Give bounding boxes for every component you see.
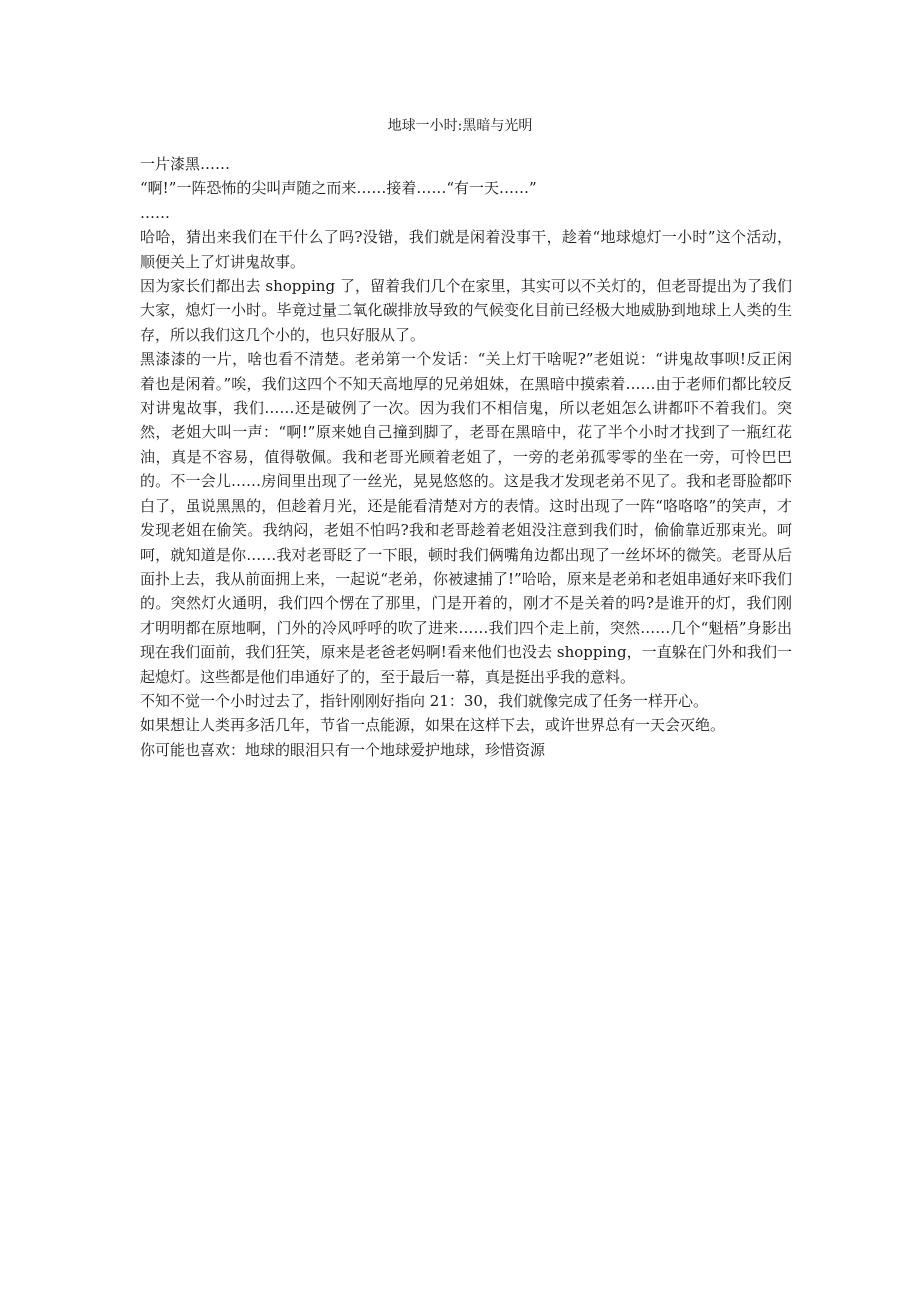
paragraph: 因为家长们都出去 shopping 了，留着我们几个在家里，其实可以不关灯的，但老哥提出为了我们大家，熄灯一小时。毕竟过量二氧化碳排放导致的气候变化目前已经极大地威胁到地球上人类的生存，所以我们这几个小的，也只好服从了。 (140, 277, 792, 344)
paragraph: …… (140, 203, 170, 222)
document-body (140, 152, 792, 762)
paragraph: 黑漆漆的一片，啥也看不清楚。老弟第一个发话：“关上灯干啥呢?”老姐说：“讲鬼故事呗!反正闲着也是闲着。”唉，我们这四个不知天高地厚的兄弟姐妹，在黑暗中摸索着……由于老师们都比较反对讲鬼故事，我们……还是破例了一次。因为我们不相信鬼，所以老姐怎么讲都吓不着我们。突然，老姐大叫一声：“啊!”原来她自己撞到脚了，老哥在黑暗中，花了半个小时才找到了一瓶红花油，真是不容易，值得敬佩。我和老哥光顾着老姐了，一旁的老弟孤零零的坐在一旁，可怜巴巴的。不一会儿……房间里出现了一丝光，晃晃悠悠的。这是我才发现老弟不见了。我和老哥脸都吓白了，虽说黑黑的，但趁着月光，还是能看清楚对方的表情。这时出现了一阵“咯咯咯”的笑声，才发现老姐在偷笑。我纳闷，老姐不怕吗?我和老哥趁着老姐没注意到我们时，偷偷靠近那束光。呵呵，就知道是你……我对老哥眨了一下眼，顿时我们俩嘴角边都出现了一丝坏坏的微笑。老哥从后面扑上去，我从前面拥上来，一起说“老弟，你被逮捕了!”哈哈，原来是老弟和老姐串通好来吓我们的。突然灯火通明，我们四个愣在了那里，门是开着的，刚才不是关着的吗?是谁开的灯，我们刚才明明都在原地啊，门外的冷风呼呼的吹了进来……我们四个走上前，突然……几个“魁梧”身影出现在我们面前，我们狂笑，原来是老爸老妈啊!看来他们也没去 shopping，一直躲在门外和我们一起熄灯。这些都是他们串通好了的，至于最后一幕，真是挺出乎我的意料。 (140, 350, 792, 686)
paragraph: 哈哈，猜出来我们在干什么了吗?没错，我们就是闲着没事干，趁着“地球熄灯一小时”这个活动，顺便关上了灯讲鬼故事。 (140, 228, 792, 271)
paragraph: “啊!”一阵恐怖的尖叫声随之而来……接着……“有一天……” (140, 179, 537, 198)
paragraph: 如果想让人类再多活几年，节省一点能源，如果在这样下去，或许世界总有一天会灭绝。 (140, 716, 726, 735)
paragraph: 不知不觉一个小时过去了，指针刚刚好指向 21：30，我们就像完成了任务一样开心。 (140, 691, 708, 710)
paragraph: 一片漆黑…… (140, 155, 231, 173)
paragraph: 你可能也喜欢：地球的眼泪只有一个地球爱护地球，珍惜资源 (140, 740, 546, 759)
document-title: 地球一小时:黑暗与光明 (387, 118, 533, 134)
